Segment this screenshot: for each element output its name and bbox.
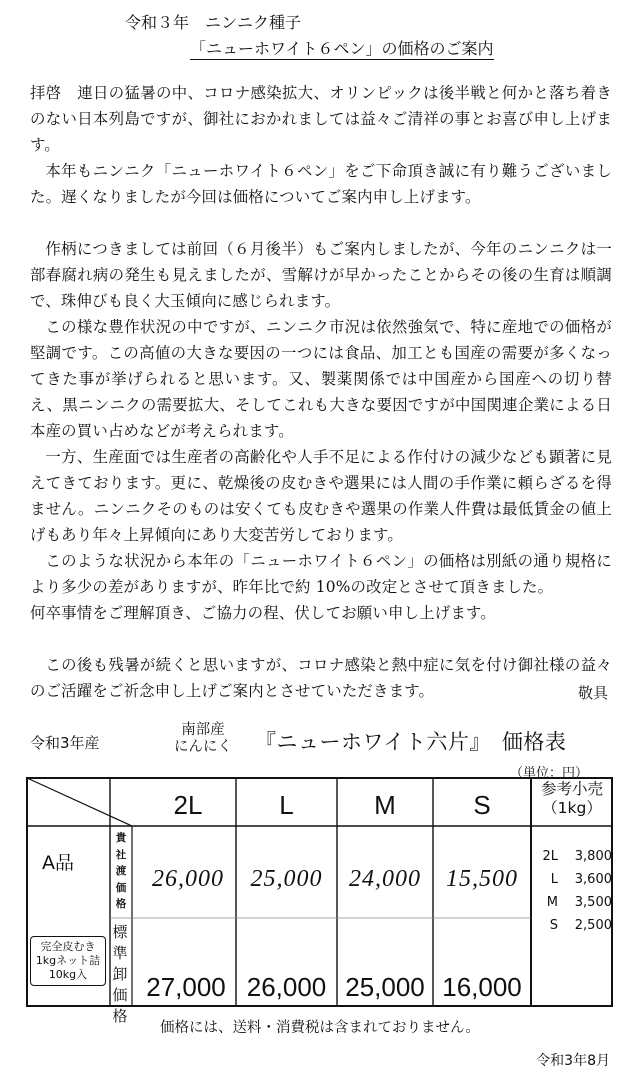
- retail-ref-header-line2: （1kg）: [542, 799, 602, 817]
- size-header-m: M: [374, 790, 396, 820]
- retail-ref-price: 3,500: [574, 895, 612, 910]
- letter-body: [30, 80, 612, 704]
- paragraph: この様な豊作状況の中ですが、ニンニク市況は依然強気で、特に産地での価格が堅調です。この高値の大きな要因の一つには食品、加工とも国産の需要が多くなってきた事が挙げられると思います。又、製薬関係では中国産から国産への切り替え、黒ニンニクの需要拡大、そしてこれも大きな要因ですが中国関連企業による日本産の買い占めなどが考えられます。: [30, 318, 612, 440]
- paragraph: 拝啓 連日の猛暑の中、コロナ感染拡大、オリンピックは後半戦と何かと落ち着きのない日本列島ですが、御社におかれましては益々ご清祥の事とお喜び申し上げます。: [30, 84, 612, 154]
- paragraph: 一方、生産面では生産者の高齢化や人手不足による作付けの減少なども顕著に見えてきております。更に、乾燥後の皮むきや選果には人間の手作業に頼らざるを得ません。ニンニクそのものは安くても皮むきや選果の作業人件費は最低賃金の値上げもあり年々上昇傾向にあり大変苦労しております。: [30, 448, 612, 544]
- grade-note-line2: 1kgネット詰: [35, 954, 101, 967]
- grade-label: A品: [42, 852, 74, 874]
- retail-ref-row: [538, 868, 612, 891]
- letter-closing: 敬具: [577, 684, 608, 702]
- table-origin-line2: にんにく: [174, 739, 232, 755]
- retail-ref-row: [538, 914, 612, 937]
- retail-ref-size: 2L: [542, 849, 558, 864]
- retail-ref-list: [538, 845, 612, 937]
- table-origin-line1: 南部産: [181, 722, 225, 738]
- grade-note: [30, 936, 106, 986]
- dealer-price-2l: 26,000: [152, 866, 224, 892]
- retail-ref-header: [532, 780, 612, 818]
- retail-ref-size: L: [550, 872, 558, 887]
- retail-ref-price: 3,800: [574, 849, 612, 864]
- table-origin: [174, 722, 232, 756]
- retail-ref-price: 2,500: [574, 918, 612, 933]
- standard-price-s: 16,000: [442, 972, 522, 1002]
- standard-price-m: 25,000: [345, 972, 425, 1002]
- grade-note-line1: 完全皮むき: [40, 940, 96, 953]
- paragraph: このような状況から本年の「ニューホワイト６ペン」の価格は別紙の通り規格により多少の差がありますが、昨年比で約 10%の改定とさせて頂きました。: [30, 552, 612, 596]
- dealer-price-l: 25,000: [250, 866, 323, 892]
- letter-subject-text: 「ニューホワイト６ペン」の価格のご案内: [190, 39, 494, 58]
- dealer-price-m: 24,000: [349, 866, 421, 892]
- row-label-standard-price: 標準卸価格: [112, 923, 128, 1025]
- size-header-l: L: [279, 790, 294, 820]
- retail-ref-size: M: [546, 895, 558, 910]
- paragraph: 本年もニンニク「ニューホワイト６ペン」をご下命頂き誠に有り難うございました。遅くなりましたが今回は価格についてご案内申し上げます。: [30, 162, 612, 206]
- standard-price-2l: 27,000: [146, 972, 226, 1002]
- size-header-s: S: [473, 790, 491, 820]
- table-footnote: 価格には、送料・消費税は含まれておりません。: [160, 1020, 480, 1036]
- paragraph: 何卒事情をご理解頂き、ご協力の程、伏してお願い申し上げます。: [30, 604, 496, 622]
- retail-ref-header-line1: 参考小売: [540, 780, 603, 798]
- standard-price-l: 26,000: [246, 972, 327, 1002]
- row-label-dealer-price: 貴社渡価格: [115, 832, 127, 910]
- document-date: 令和3年8月: [536, 1053, 610, 1069]
- retail-ref-size: S: [549, 918, 558, 933]
- paragraph-gap: [30, 210, 612, 236]
- retail-ref-row: [538, 845, 612, 868]
- retail-ref-row: [538, 891, 612, 914]
- dealer-price-s: 15,500: [446, 866, 518, 892]
- table-unit: （単位：円）: [510, 766, 589, 781]
- table-title: 『ニューホワイト六片』 価格表: [255, 730, 567, 754]
- letter-subject: [190, 36, 494, 59]
- grade-note-line3: 10kg入: [48, 968, 88, 981]
- paragraph: 作柄につきましては前回（６月後半）もご案内しましたが、今年のニンニクは一部春腐れ病の発生も見えましたが、雪解けが早かったことからその後の生育は順調で、珠伸びも良く大玉傾向に感じられます。: [30, 240, 612, 310]
- letter-heading: 令和３年 ニンニク種子: [125, 13, 302, 32]
- retail-ref-price: 3,600: [574, 872, 612, 887]
- paragraph: この後も残暑が続くと思いますが、コロナ感染と熱中症に気を付け御社様の益々のご活躍をご祈念申し上げご案内とさせていただきます。: [30, 656, 612, 700]
- table-year: 令和3年産: [30, 734, 100, 752]
- paragraph-gap: [30, 626, 612, 652]
- size-header-2l: 2L: [173, 790, 203, 820]
